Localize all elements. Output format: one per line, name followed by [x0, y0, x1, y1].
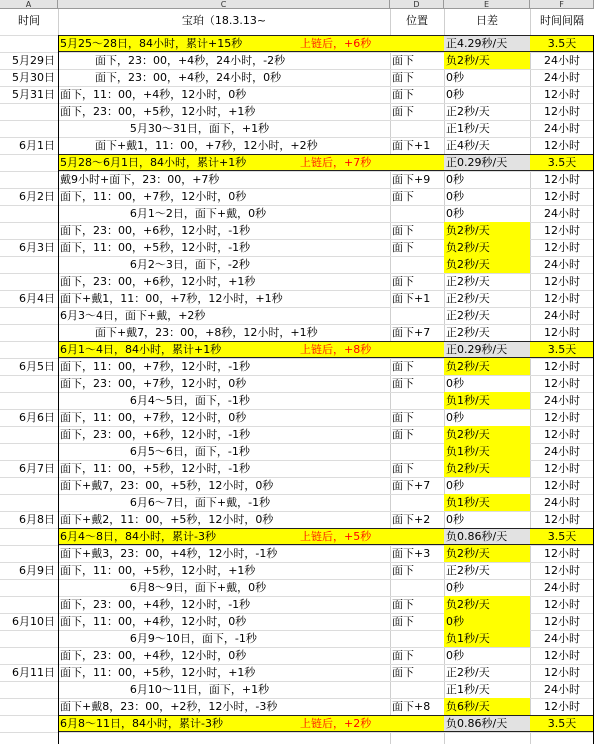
position-cell[interactable]: 面下+3 — [392, 547, 431, 560]
record-text[interactable]: 面下，23：00，+7秒，12小时，0秒 — [60, 377, 247, 390]
interval-cell[interactable]: 3.5天 — [547, 717, 577, 730]
interval-cell[interactable]: 12小时 — [544, 649, 580, 662]
date-cell[interactable]: 6月1日 — [19, 139, 55, 152]
daily-diff-cell[interactable]: 负6秒/天 — [446, 700, 490, 713]
daily-diff-cell[interactable]: 负2秒/天 — [446, 54, 490, 67]
date-cell[interactable] — [0, 579, 58, 596]
position-cell[interactable] — [390, 715, 444, 732]
interval-cell[interactable]: 24小时 — [544, 445, 580, 458]
daily-diff-cell[interactable]: 正1秒/天 — [446, 122, 490, 135]
date-cell[interactable] — [0, 698, 58, 715]
record-text[interactable]: 面下+戴7，23：00，+8秒，12小时，+1秒 — [60, 326, 318, 339]
header-position: 位置 — [406, 14, 428, 27]
date-cell[interactable]: 5月30日 — [12, 71, 55, 84]
position-cell[interactable]: 面下 — [392, 241, 414, 254]
date-cell[interactable]: 6月6日 — [19, 411, 55, 424]
interval-cell[interactable]: 24小时 — [544, 122, 580, 135]
record-text[interactable]: 6月6～7日，面下+戴，-1秒 — [60, 496, 271, 509]
daily-diff-cell[interactable]: 负0.86秒/天 — [446, 717, 508, 730]
daily-diff-cell[interactable]: 0秒 — [446, 513, 464, 526]
daily-diff-cell[interactable]: 0秒 — [446, 71, 464, 84]
date-cell[interactable]: 6月2日 — [19, 190, 55, 203]
daily-diff-cell[interactable]: 0秒 — [446, 377, 464, 390]
interval-cell[interactable]: 12小时 — [544, 615, 580, 628]
position-cell[interactable] — [390, 341, 444, 358]
date-cell[interactable] — [0, 630, 58, 647]
interval-cell[interactable]: 24小时 — [544, 394, 580, 407]
position-cell[interactable]: 面下+7 — [392, 326, 431, 339]
header-time: 时间 — [18, 14, 40, 27]
after-winding-text: 上链后，+6秒 — [300, 37, 372, 50]
daily-diff-cell[interactable]: 负2秒/天 — [446, 547, 490, 560]
position-cell[interactable]: 面下 — [392, 615, 414, 628]
after-winding-text: 上链后，+7秒 — [300, 156, 372, 169]
interval-cell[interactable]: 12小时 — [544, 241, 580, 254]
after-winding-text: 上链后，+8秒 — [300, 343, 372, 356]
interval-cell[interactable]: 12小时 — [544, 105, 580, 118]
daily-diff-cell[interactable]: 负1秒/天 — [446, 496, 490, 509]
date-cell[interactable] — [0, 681, 58, 698]
interval-cell[interactable]: 24小时 — [544, 581, 580, 594]
date-cell[interactable] — [0, 341, 58, 358]
interval-cell[interactable]: 3.5天 — [547, 530, 577, 543]
date-cell[interactable] — [0, 222, 58, 239]
interval-cell[interactable]: 12小时 — [544, 139, 580, 152]
record-text[interactable]: 5月30～31日，面下，+1秒 — [60, 122, 270, 135]
grid-line-horizontal — [0, 732, 594, 733]
record-text[interactable]: 面下，11：00，+5秒，12小时，-1秒 — [60, 462, 251, 475]
position-cell[interactable] — [390, 630, 444, 647]
daily-diff-cell[interactable]: 0秒 — [446, 581, 464, 594]
record-text[interactable]: 6月5～6日，面下，-1秒 — [60, 445, 250, 458]
record-text[interactable]: 面下，11：00，+5秒，12小时，+1秒 — [60, 666, 256, 679]
record-text[interactable]: 面下，23：00，+6秒，12小时，-1秒 — [60, 428, 251, 441]
record-text[interactable]: 面下，23：00，+4秒，24小时，0秒 — [60, 71, 282, 84]
record-text[interactable]: 面下，11：00，+7秒，12小时，0秒 — [60, 190, 247, 203]
interval-cell[interactable]: 24小时 — [544, 496, 580, 509]
position-cell[interactable] — [390, 35, 444, 52]
interval-cell[interactable]: 12小时 — [544, 377, 580, 390]
header-title: 宝珀（18.3.13~ — [181, 14, 267, 27]
position-cell[interactable] — [390, 443, 444, 460]
position-cell[interactable]: 面下 — [392, 71, 414, 84]
date-cell[interactable]: 6月9日 — [19, 564, 55, 577]
header-interval: 时间间隔 — [540, 14, 584, 27]
record-text[interactable]: 面下，11：00，+4秒，12小时，0秒 — [60, 88, 247, 101]
date-cell[interactable] — [0, 494, 58, 511]
interval-cell[interactable]: 12小时 — [544, 547, 580, 560]
interval-cell[interactable]: 24小时 — [544, 258, 580, 271]
position-cell[interactable]: 面下 — [392, 411, 414, 424]
daily-diff-cell[interactable]: 0秒 — [446, 173, 464, 186]
date-cell[interactable]: 5月29日 — [12, 54, 55, 67]
position-cell[interactable]: 面下 — [392, 224, 414, 237]
position-cell[interactable]: 面下 — [392, 649, 414, 662]
position-cell[interactable]: 面下 — [392, 377, 414, 390]
record-text[interactable]: 面下，23：00，+4秒，12小时，-1秒 — [60, 598, 251, 611]
interval-cell[interactable]: 12小时 — [544, 700, 580, 713]
daily-diff-cell[interactable]: 正4.29秒/天 — [446, 37, 508, 50]
daily-diff-cell[interactable]: 负2秒/天 — [446, 224, 490, 237]
daily-diff-cell[interactable]: 正0.29秒/天 — [446, 156, 508, 169]
date-cell[interactable] — [0, 715, 58, 732]
record-text[interactable]: 面下+戴1，11：00，+7秒，12小时，+2秒 — [60, 139, 318, 152]
interval-cell[interactable]: 12小时 — [544, 275, 580, 288]
date-cell[interactable]: 6月4日 — [19, 292, 55, 305]
interval-cell[interactable]: 24小时 — [544, 207, 580, 220]
daily-diff-cell[interactable]: 负2秒/天 — [446, 462, 490, 475]
position-cell[interactable]: 面下+1 — [392, 139, 431, 152]
column-letter-a[interactable]: A — [0, 0, 58, 9]
daily-diff-cell[interactable]: 正2秒/天 — [446, 275, 490, 288]
interval-cell[interactable]: 3.5天 — [547, 156, 577, 169]
position-cell[interactable]: 面下 — [392, 88, 414, 101]
position-cell[interactable] — [390, 494, 444, 511]
daily-diff-cell[interactable]: 正2秒/天 — [446, 326, 490, 339]
date-cell[interactable] — [0, 103, 58, 120]
record-text[interactable]: 面下，23：00，+6秒，12小时，-1秒 — [60, 224, 251, 237]
interval-cell[interactable]: 24小时 — [544, 309, 580, 322]
date-cell[interactable]: 6月11日 — [12, 666, 55, 679]
interval-cell[interactable]: 24小时 — [544, 632, 580, 645]
daily-diff-cell[interactable]: 负1秒/天 — [446, 632, 490, 645]
interval-cell[interactable]: 12小时 — [544, 428, 580, 441]
record-text[interactable]: 6月1～2日，面下+戴，0秒 — [60, 207, 267, 220]
record-text[interactable]: 戴9小时+面下，23：00，+7秒 — [60, 173, 220, 186]
position-cell[interactable] — [390, 579, 444, 596]
column-letter-d[interactable]: D — [390, 0, 444, 9]
daily-diff-cell[interactable]: 0秒 — [446, 479, 464, 492]
date-cell[interactable] — [0, 205, 58, 222]
date-cell[interactable] — [0, 477, 58, 494]
position-cell[interactable] — [390, 392, 444, 409]
daily-diff-cell[interactable]: 正2秒/天 — [446, 564, 490, 577]
record-text[interactable]: 面下+戴3，23：00，+4秒，12小时，-1秒 — [60, 547, 278, 560]
date-cell[interactable]: 6月8日 — [19, 513, 55, 526]
record-text[interactable]: 6月9～10日，面下，-1秒 — [60, 632, 257, 645]
header-daily-diff: 日差 — [476, 14, 498, 27]
column-letter-f[interactable]: F — [530, 0, 594, 9]
summary-text[interactable]: 5月28～6月1日，84小时，累计+1秒 — [60, 156, 247, 169]
summary-text[interactable]: 6月4～8日，84小时，累计-3秒 — [60, 530, 216, 543]
daily-diff-cell[interactable]: 负1秒/天 — [446, 445, 490, 458]
position-cell[interactable]: 面下 — [392, 54, 414, 67]
record-text[interactable]: 面下，11：00，+4秒，12小时，0秒 — [60, 615, 247, 628]
daily-diff-cell[interactable]: 正0.29秒/天 — [446, 343, 508, 356]
position-cell[interactable]: 面下 — [392, 666, 414, 679]
record-text[interactable]: 面下+戴7，23：00，+5秒，12小时，0秒 — [60, 479, 274, 492]
record-text[interactable]: 6月10～11日，面下，+1秒 — [60, 683, 270, 696]
date-cell[interactable]: 6月5日 — [19, 360, 55, 373]
interval-cell[interactable]: 12小时 — [544, 666, 580, 679]
date-cell[interactable] — [0, 273, 58, 290]
daily-diff-cell[interactable]: 负0.86秒/天 — [446, 530, 508, 543]
date-cell[interactable] — [0, 35, 58, 52]
interval-cell[interactable]: 24小时 — [544, 54, 580, 67]
interval-cell[interactable]: 12小时 — [544, 360, 580, 373]
interval-cell[interactable]: 12小时 — [544, 564, 580, 577]
after-winding-text: 上链后，+2秒 — [300, 717, 372, 730]
daily-diff-cell[interactable]: 正4秒/天 — [446, 139, 490, 152]
daily-diff-cell[interactable]: 负2秒/天 — [446, 360, 490, 373]
interval-cell[interactable]: 12小时 — [544, 513, 580, 526]
position-cell[interactable] — [390, 120, 444, 137]
daily-diff-cell[interactable]: 0秒 — [446, 649, 464, 662]
interval-cell[interactable]: 3.5天 — [547, 37, 577, 50]
date-cell[interactable] — [0, 647, 58, 664]
position-cell[interactable]: 面下+1 — [392, 292, 431, 305]
date-cell[interactable] — [0, 256, 58, 273]
date-cell[interactable] — [0, 392, 58, 409]
position-cell[interactable]: 面下 — [392, 598, 414, 611]
daily-diff-cell[interactable]: 负2秒/天 — [446, 428, 490, 441]
interval-cell[interactable]: 12小时 — [544, 173, 580, 186]
position-cell[interactable]: 面下 — [392, 190, 414, 203]
record-text[interactable]: 面下+戴2，11：00，+5秒，12小时，0秒 — [60, 513, 274, 526]
record-text[interactable]: 面下，23：00，+6秒，12小时，+1秒 — [60, 275, 256, 288]
block-border — [58, 35, 59, 744]
position-cell[interactable] — [390, 681, 444, 698]
position-cell[interactable]: 面下+7 — [392, 479, 431, 492]
column-letter-e[interactable]: E — [444, 0, 530, 9]
daily-diff-cell[interactable]: 0秒 — [446, 88, 464, 101]
record-text[interactable]: 面下，23：00，+5秒，12小时，+1秒 — [60, 105, 256, 118]
daily-diff-cell[interactable]: 负2秒/天 — [446, 258, 490, 271]
daily-diff-cell[interactable]: 正2秒/天 — [446, 105, 490, 118]
date-cell[interactable]: 6月3日 — [19, 241, 55, 254]
daily-diff-cell[interactable]: 正2秒/天 — [446, 309, 490, 322]
after-winding-text: 上链后，+5秒 — [300, 530, 372, 543]
daily-diff-cell[interactable]: 0秒 — [446, 207, 464, 220]
date-cell[interactable]: 6月7日 — [19, 462, 55, 475]
daily-diff-cell[interactable]: 负2秒/天 — [446, 241, 490, 254]
date-cell[interactable] — [0, 324, 58, 341]
date-cell[interactable]: 6月10日 — [12, 615, 55, 628]
date-cell[interactable]: 5月31日 — [12, 88, 55, 101]
daily-diff-cell[interactable]: 正2秒/天 — [446, 666, 490, 679]
interval-cell[interactable]: 24小时 — [544, 71, 580, 84]
position-cell[interactable] — [390, 205, 444, 222]
interval-cell[interactable]: 12小时 — [544, 292, 580, 305]
date-cell[interactable] — [0, 375, 58, 392]
position-cell[interactable]: 面下 — [392, 275, 414, 288]
daily-diff-cell[interactable]: 正1秒/天 — [446, 683, 490, 696]
record-text[interactable]: 面下，11：00，+7秒，12小时，0秒 — [60, 411, 247, 424]
date-cell[interactable] — [0, 545, 58, 562]
column-letter-c[interactable]: C — [58, 0, 390, 9]
date-cell[interactable] — [0, 154, 58, 171]
daily-diff-cell[interactable]: 负2秒/天 — [446, 598, 490, 611]
record-text[interactable]: 面下，23：00，+4秒，12小时，0秒 — [60, 649, 247, 662]
interval-cell[interactable]: 3.5天 — [547, 343, 577, 356]
daily-diff-cell[interactable]: 0秒 — [446, 190, 464, 203]
date-cell[interactable] — [0, 443, 58, 460]
record-text[interactable]: 6月4～5日，面下，-1秒 — [60, 394, 250, 407]
position-cell[interactable]: 面下+9 — [392, 173, 431, 186]
date-cell[interactable] — [0, 426, 58, 443]
position-cell[interactable]: 面下 — [392, 105, 414, 118]
record-text[interactable]: 面下，11：00，+7秒，12小时，-1秒 — [60, 360, 251, 373]
position-cell[interactable]: 面下+2 — [392, 513, 431, 526]
position-cell[interactable] — [390, 307, 444, 324]
date-cell[interactable] — [0, 596, 58, 613]
summary-text[interactable]: 6月1～4日，84小时，累计+1秒 — [60, 343, 222, 356]
daily-diff-cell[interactable]: 负1秒/天 — [446, 394, 490, 407]
interval-cell[interactable]: 12小时 — [544, 411, 580, 424]
interval-cell[interactable]: 12小时 — [544, 190, 580, 203]
interval-cell[interactable]: 12小时 — [544, 462, 580, 475]
record-text[interactable]: 6月2～3日，面下，-2秒 — [60, 258, 250, 271]
interval-cell[interactable]: 12小时 — [544, 326, 580, 339]
position-cell[interactable]: 面下+8 — [392, 700, 431, 713]
record-text[interactable]: 面下，11：00，+5秒，12小时，-1秒 — [60, 241, 251, 254]
position-cell[interactable] — [390, 528, 444, 545]
date-cell[interactable] — [0, 307, 58, 324]
interval-cell[interactable]: 12小时 — [544, 479, 580, 492]
daily-diff-cell[interactable]: 0秒 — [446, 411, 464, 424]
summary-text[interactable]: 5月25～28日，84小时，累计+15秒 — [60, 37, 243, 50]
interval-cell[interactable]: 24小时 — [544, 683, 580, 696]
record-text[interactable]: 6月3～4日，面下+戴，+2秒 — [60, 309, 206, 322]
interval-cell[interactable]: 12小时 — [544, 88, 580, 101]
record-text[interactable]: 面下，23：00，+4秒，24小时，-2秒 — [60, 54, 286, 67]
interval-cell[interactable]: 12小时 — [544, 598, 580, 611]
position-cell[interactable]: 面下 — [392, 462, 414, 475]
daily-diff-cell[interactable]: 0秒 — [446, 615, 464, 628]
summary-text[interactable]: 6月8～11日，84小时，累计-3秒 — [60, 717, 223, 730]
record-text[interactable]: 面下+戴1，11：00，+7秒，12小时，+1秒 — [60, 292, 283, 305]
record-text[interactable]: 面下，11：00，+5秒，12小时，+1秒 — [60, 564, 256, 577]
position-cell[interactable] — [390, 154, 444, 171]
position-cell[interactable]: 面下 — [392, 564, 414, 577]
date-cell[interactable] — [0, 528, 58, 545]
position-cell[interactable]: 面下 — [392, 428, 414, 441]
record-text[interactable]: 面下+戴8，23：00，+2秒，12小时，-3秒 — [60, 700, 278, 713]
date-cell[interactable] — [0, 120, 58, 137]
record-text[interactable]: 6月8～9日，面下+戴，0秒 — [60, 581, 267, 594]
position-cell[interactable] — [390, 256, 444, 273]
interval-cell[interactable]: 12小时 — [544, 224, 580, 237]
position-cell[interactable]: 面下 — [392, 360, 414, 373]
daily-diff-cell[interactable]: 正2秒/天 — [446, 292, 490, 305]
date-cell[interactable] — [0, 171, 58, 188]
